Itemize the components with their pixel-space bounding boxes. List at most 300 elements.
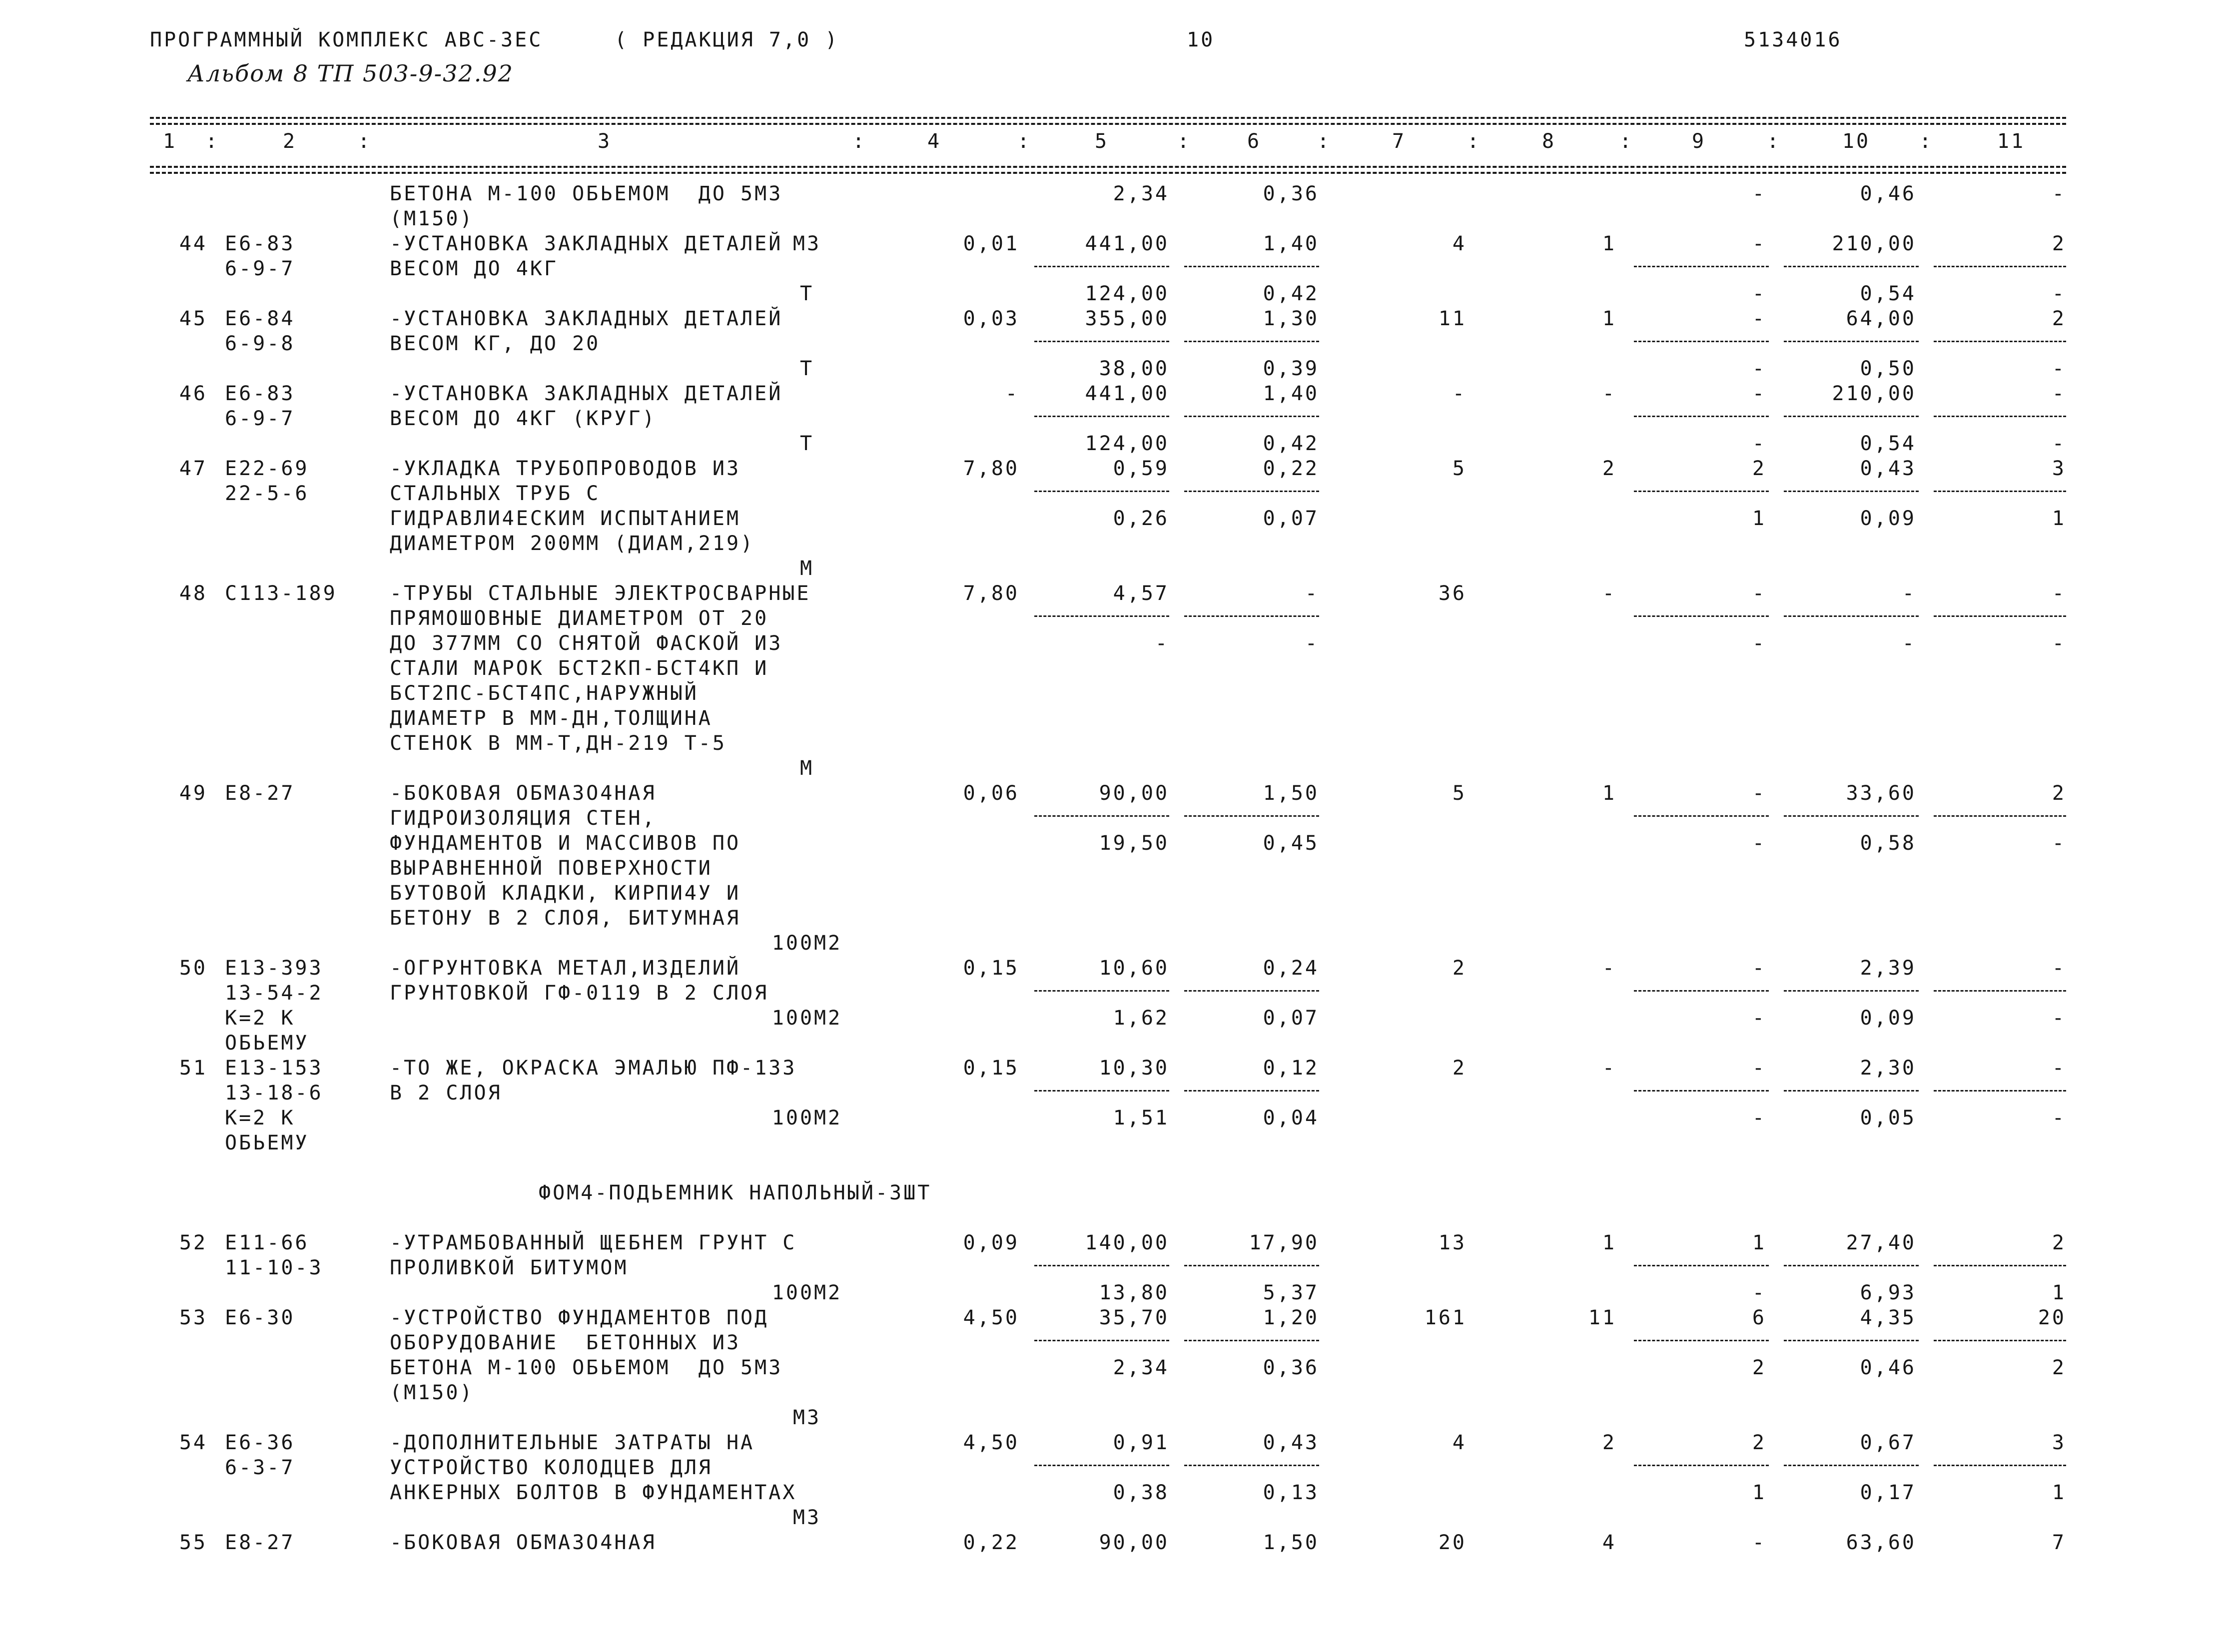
c11-footnote-value: - [2052,282,2066,305]
column-header-10: 10 [1842,130,1871,153]
c11-footnote-value: - [2052,832,2066,855]
c6-value: 0,43 [1263,1431,1319,1454]
col8-value: - [1602,1057,1616,1080]
column-separator: : [1619,130,1634,153]
rate-code: Е22-69 [225,457,309,480]
quantity-value: - [1005,382,1019,405]
c5-footnote-value: 124,00 [1085,432,1169,455]
col8-value: 2 [1602,457,1616,480]
header-rule-top [150,117,2066,119]
work-description: -УСТАНОВКА ЗАКЛАДНЫХ ДЕТАЛЕЙ [390,382,783,405]
rate-code: 6-9-7 [225,257,295,280]
col7-value: 2 [1452,957,1467,980]
work-description: -УСТАНОВКА ЗАКЛАДНЫХ ДЕТАЛЕЙ [390,232,783,255]
rate-code: Е6-83 [225,232,295,255]
c11-value: 3 [2052,1431,2066,1454]
c9-value: - [1752,182,1766,205]
work-description: БЕТОНА М-100 ОБЬЕМОМ ДО 5М3 [390,1356,783,1379]
rate-code: Е8-27 [225,1531,295,1554]
c9-footnote-value: - [1752,1281,1766,1304]
unit-label: М [799,757,814,780]
c9-value: - [1752,382,1766,405]
rate-code: 13-54-2 [225,982,323,1005]
c5-divider [1034,1090,1169,1092]
c10-value: 4,35 [1860,1306,1916,1329]
c6-footnote-value: - [1305,632,1319,655]
c5-footnote-value: - [1155,632,1169,655]
c5-divider [1034,416,1169,417]
work-description: УСТРОЙСТВО КОЛОДЦЕВ ДЛЯ [390,1456,713,1479]
c9-value: 6 [1752,1306,1766,1329]
c10-divider [1784,1265,1919,1266]
c11-divider [1934,1265,2066,1266]
work-description: ДИАМЕТР В ММ-ДН,ТОЛЩИНА [390,707,713,730]
col8-value: 2 [1602,1431,1616,1454]
rate-code: К=2 К [225,1106,295,1129]
work-description: ПРЯМОШОВНЫЕ ДИАМЕТРОМ ОТ 20 [390,607,769,630]
header-rule-bottom-2 [150,172,2066,174]
edition-label: ( РЕДАКЦИЯ 7,0 ) [615,28,839,51]
work-description: В 2 СЛОЯ [390,1082,502,1104]
unit-label: Т [799,357,814,380]
rate-code: Е6-30 [225,1306,295,1329]
c6-value: 1,30 [1263,307,1319,330]
c9-footnote-value: - [1752,432,1766,455]
rate-code: К=2 К [225,1007,295,1030]
c5-divider [1034,1265,1169,1266]
c9-value: - [1752,307,1766,330]
c10-value: - [1902,582,1916,605]
col7-value: 5 [1452,782,1467,805]
c6-footnote-value: 0,07 [1263,1007,1319,1030]
unit-label: Т [799,282,814,305]
program-title: ПРОГРАММНЫЙ КОМПЛЕКС АВС-ЗЕС [150,28,543,51]
rate-code: Е6-83 [225,382,295,405]
col8-value: 1 [1602,232,1616,255]
work-description: БЕТОНУ В 2 СЛОЯ, БИТУМНАЯ [390,907,741,930]
rate-code: ОБЬЕМУ [225,1032,309,1055]
document-code: 5134016 [1744,28,1842,51]
c6-footnote-value: 0,45 [1263,832,1319,855]
c9-divider [1634,990,1769,992]
c11-footnote-value: 2 [2052,1356,2066,1379]
work-description: ВЕСОМ КГ, ДО 20 [390,332,601,355]
c6-divider [1184,1265,1319,1266]
c5-divider [1034,1340,1169,1341]
col7-value: 161 [1424,1306,1467,1329]
work-description: ДО 377ММ СО СНЯТОЙ ФАСКОЙ ИЗ [390,632,783,655]
page-number: 10 [1187,28,1215,51]
c6-value: 0,36 [1263,182,1319,205]
col7-value: 2 [1452,1057,1467,1080]
c6-divider [1184,615,1319,617]
work-description: ВЕСОМ ДО 4КГ (КРУГ) [390,407,657,430]
c10-footnote-value: 0,17 [1860,1481,1916,1504]
work-description: ФУНДАМЕНТОВ И МАССИВОВ ПО [390,832,741,855]
c11-footnote-value: 1 [2052,1281,2066,1304]
col7-value: 13 [1438,1231,1467,1254]
c10-divider [1784,1340,1919,1341]
row-number: 54 [179,1431,207,1454]
row-number: 51 [179,1057,207,1080]
col8-value: 11 [1588,1306,1616,1329]
c6-value: - [1305,582,1319,605]
quantity-value: 0,01 [963,232,1019,255]
c10-divider [1784,615,1919,617]
section-heading: ФОМ4-ПОДЬЕМНИК НАПОЛЬНЫЙ-3ШТ [539,1181,932,1204]
unit-label: 100М2 [771,1007,842,1030]
column-header-11: 11 [1997,130,2026,153]
c6-value: 1,40 [1263,382,1319,405]
col8-value: 1 [1602,307,1616,330]
work-description: -УСТАНОВКА ЗАКЛАДНЫХ ДЕТАЛЕЙ [390,307,783,330]
c6-footnote-value: 0,39 [1263,357,1319,380]
rate-code: С113-189 [225,582,337,605]
column-separator: : [357,130,372,153]
rate-code: Е6-84 [225,307,295,330]
c5-divider [1034,266,1169,267]
c5-value: 35,70 [1099,1306,1169,1329]
c10-value: 63,60 [1846,1531,1916,1554]
c5-value: 4,57 [1113,582,1169,605]
rate-code: ОБЬЕМУ [225,1131,309,1154]
c6-divider [1184,990,1319,992]
c6-value: 1,50 [1263,1531,1319,1554]
col7-value: - [1452,382,1467,405]
row-number: 53 [179,1306,207,1329]
work-description: ГИДРОИЗОЛЯЦИЯ СТЕН, [390,807,657,830]
c10-footnote-value: 0,50 [1860,357,1916,380]
c5-value: 0,59 [1113,457,1169,480]
c11-divider [1934,341,2066,342]
col7-value: 5 [1452,457,1467,480]
rate-code: Е11-66 [225,1231,309,1254]
column-header-3: 3 [597,130,612,153]
unit-label: 100М2 [771,1281,842,1304]
c5-value: 140,00 [1085,1231,1169,1254]
row-number: 46 [179,382,207,405]
unit-label: 100М2 [771,932,842,955]
c9-value: - [1752,782,1766,805]
c11-footnote-value: 1 [2052,507,2066,530]
c5-footnote-value: 0,26 [1113,507,1169,530]
work-description: -ТРУБЫ СТАЛЬНЫЕ ЭЛЕКТРОСВАРНЫЕ [390,582,811,605]
c6-footnote-value: 0,42 [1263,432,1319,455]
work-description: СТАЛЬНЫХ ТРУБ С [390,482,601,505]
c9-divider [1634,615,1769,617]
c10-divider [1784,990,1919,992]
c6-value: 0,12 [1263,1057,1319,1080]
unit-label: М [799,557,814,580]
c10-divider [1784,1090,1919,1092]
c5-value: 2,34 [1113,182,1169,205]
c6-footnote-value: 0,07 [1263,507,1319,530]
c11-value: 2 [2052,782,2066,805]
c6-value: 0,24 [1263,957,1319,980]
rate-code: Е6-36 [225,1431,295,1454]
c9-value: 2 [1752,1431,1766,1454]
c5-footnote-value: 2,34 [1113,1356,1169,1379]
rate-code: 6-9-8 [225,332,295,355]
work-description: ГРУНТОВКОЙ ГФ-0119 В 2 СЛОЯ [390,982,769,1005]
c11-divider [1934,491,2066,492]
col8-value: - [1602,957,1616,980]
rate-code: Е13-153 [225,1057,323,1080]
c5-value: 90,00 [1099,1531,1169,1554]
c9-value: 1 [1752,1231,1766,1254]
column-header-8: 8 [1541,130,1556,153]
c9-divider [1634,1465,1769,1466]
column-separator: : [1017,130,1032,153]
work-description: БЕТОНА М-100 ОБЬЕМОМ ДО 5М3 [390,182,783,205]
c9-value: - [1752,957,1766,980]
c9-value: - [1752,582,1766,605]
header-rule-bottom [150,166,2066,168]
c6-value: 1,20 [1263,1306,1319,1329]
col8-value: 1 [1602,782,1616,805]
unit-label: М3 [792,232,821,255]
column-separator: : [205,130,220,153]
c11-divider [1934,266,2066,267]
c11-value: 3 [2052,457,2066,480]
c10-value: 27,40 [1846,1231,1916,1254]
c11-footnote-value: - [2052,432,2066,455]
unit-label: Т [799,432,814,455]
c6-footnote-value: 0,04 [1263,1106,1319,1129]
col8-value: 1 [1602,1231,1616,1254]
row-number: 50 [179,957,207,980]
c9-divider [1634,815,1769,817]
col7-value: 4 [1452,1431,1467,1454]
c6-divider [1184,341,1319,342]
work-description: -БОКОВАЯ ОБМАЗО4НАЯ [390,782,657,805]
work-description: (М150) [390,1381,474,1404]
c6-footnote-value: 0,13 [1263,1481,1319,1504]
work-description: СТЕНОК В ММ-Т,ДН-219 Т-5 [390,732,727,755]
c10-footnote-value: 0,46 [1860,1356,1916,1379]
work-description: ГИДРАВЛИ4ЕСКИМ ИСПЫТАНИЕМ [390,507,741,530]
unit-label: 100М2 [771,1106,842,1129]
c11-value: - [2052,582,2066,605]
c5-value: 10,60 [1099,957,1169,980]
c10-value: 2,39 [1860,957,1916,980]
c11-value: 2 [2052,1231,2066,1254]
c9-footnote-value: - [1752,1106,1766,1129]
c10-value: 210,00 [1832,382,1916,405]
work-description: АНКЕРНЫХ БОЛТОВ В ФУНДАМЕНТАХ [390,1481,797,1504]
rate-code: 22-5-6 [225,482,309,505]
rate-code: Е8-27 [225,782,295,805]
c6-divider [1184,1340,1319,1341]
header-rule-top-2 [150,123,2066,125]
c5-footnote-value: 19,50 [1099,832,1169,855]
work-description: ОБОРУДОВАНИЕ БЕТОННЫХ ИЗ [390,1331,741,1354]
row-number: 52 [179,1231,207,1254]
c9-footnote-value: - [1752,1007,1766,1030]
rate-code: 6-3-7 [225,1456,295,1479]
col7-value: 20 [1438,1531,1467,1554]
quantity-value: 0,06 [963,782,1019,805]
c11-value: 2 [2052,232,2066,255]
row-number: 45 [179,307,207,330]
c11-divider [1934,1465,2066,1466]
column-separator: : [1919,130,1934,153]
c6-footnote-value: 5,37 [1263,1281,1319,1304]
quantity-value: 0,15 [963,1057,1019,1080]
rate-code: 6-9-7 [225,407,295,430]
c11-divider [1934,416,2066,417]
c11-value: 2 [2052,307,2066,330]
quantity-value: 7,80 [963,582,1019,605]
c9-value: - [1752,232,1766,255]
col8-value: - [1602,382,1616,405]
work-description: -ОГРУНТОВКА МЕТАЛ,ИЗДЕЛИЙ [390,957,741,980]
column-header-1: 1 [162,130,177,153]
c6-divider [1184,815,1319,817]
c10-footnote-value: 0,54 [1860,432,1916,455]
c11-divider [1934,615,2066,617]
c10-footnote-value: - [1902,632,1916,655]
c10-value: 33,60 [1846,782,1916,805]
column-header-2: 2 [282,130,297,153]
c10-footnote-value: 0,09 [1860,1007,1916,1030]
c5-footnote-value: 124,00 [1085,282,1169,305]
c6-footnote-value: 0,36 [1263,1356,1319,1379]
col7-value: 4 [1452,232,1467,255]
c5-value: 90,00 [1099,782,1169,805]
work-description: БСТ2ПС-БСТ4ПС,НАРУЖНЫЙ [390,682,699,705]
c9-value: - [1752,1057,1766,1080]
column-separator: : [1317,130,1332,153]
c10-footnote-value: 0,05 [1860,1106,1916,1129]
c5-value: 441,00 [1085,382,1169,405]
c11-value: 7 [2052,1531,2066,1554]
c11-footnote-value: - [2052,1106,2066,1129]
work-description: ДИАМЕТРОМ 200ММ (ДИАМ,219) [390,532,755,555]
c6-divider [1184,491,1319,492]
rate-code: Е13-393 [225,957,323,980]
work-description: -УСТРОЙСТВО ФУНДАМЕНТОВ ПОД [390,1306,769,1329]
quantity-value: 4,50 [963,1306,1019,1329]
c9-value: - [1752,1531,1766,1554]
c9-divider [1634,1340,1769,1341]
c9-divider [1634,491,1769,492]
quantity-value: 7,80 [963,457,1019,480]
unit-label: М3 [792,1506,821,1529]
c6-divider [1184,266,1319,267]
c6-value: 17,90 [1249,1231,1319,1254]
column-header-6: 6 [1247,130,1262,153]
c10-divider [1784,815,1919,817]
c9-footnote-value: 1 [1752,507,1766,530]
c11-value: - [2052,182,2066,205]
c10-value: 64,00 [1846,307,1916,330]
c6-value: 1,40 [1263,232,1319,255]
work-description: (М150) [390,207,474,230]
c5-value: 10,30 [1099,1057,1169,1080]
work-description: -БОКОВАЯ ОБМАЗО4НАЯ [390,1531,657,1554]
column-separator: : [1467,130,1481,153]
c9-divider [1634,416,1769,417]
c5-divider [1034,815,1169,817]
row-number: 47 [179,457,207,480]
c5-value: 0,91 [1113,1431,1169,1454]
c9-value: 2 [1752,457,1766,480]
column-separator: : [1177,130,1192,153]
c11-divider [1934,1340,2066,1341]
work-description: БУТОВОЙ КЛАДКИ, КИРПИ4У И [390,882,741,905]
c5-divider [1034,990,1169,992]
c10-footnote-value: 0,54 [1860,282,1916,305]
c10-value: 0,67 [1860,1431,1916,1454]
unit-label: М3 [792,1406,821,1429]
c9-footnote-value: - [1752,832,1766,855]
c5-footnote-value: 0,38 [1113,1481,1169,1504]
c5-footnote-value: 38,00 [1099,357,1169,380]
c9-divider [1634,1265,1769,1266]
c11-value: - [2052,1057,2066,1080]
c5-divider [1034,491,1169,492]
quantity-value: 0,22 [963,1531,1019,1554]
c6-divider [1184,1090,1319,1092]
col7-value: 36 [1438,582,1467,605]
rate-code: 13-18-6 [225,1082,323,1104]
c10-footnote-value: 0,09 [1860,507,1916,530]
row-number: 48 [179,582,207,605]
c6-divider [1184,416,1319,417]
c5-divider [1034,341,1169,342]
c10-divider [1784,1465,1919,1466]
c5-footnote-value: 1,62 [1113,1007,1169,1030]
column-header-9: 9 [1691,130,1706,153]
column-separator: : [1766,130,1781,153]
c10-value: 2,30 [1860,1057,1916,1080]
c5-footnote-value: 13,80 [1099,1281,1169,1304]
c11-value: 20 [2038,1306,2066,1329]
c9-footnote-value: 2 [1752,1356,1766,1379]
column-header-4: 4 [927,130,942,153]
col8-value: 4 [1602,1531,1616,1554]
quantity-value: 0,09 [963,1231,1019,1254]
column-header-7: 7 [1392,130,1407,153]
c10-divider [1784,416,1919,417]
col8-value: - [1602,582,1616,605]
c10-divider [1784,341,1919,342]
c5-footnote-value: 1,51 [1113,1106,1169,1129]
quantity-value: 0,03 [963,307,1019,330]
c11-footnote-value: - [2052,1007,2066,1030]
c9-divider [1634,266,1769,267]
work-description: -УТРАМБОВАННЫЙ ЩЕБНЕМ ГРУНТ С [390,1231,797,1254]
c5-divider [1034,615,1169,617]
work-description: ВЕСОМ ДО 4КГ [390,257,558,280]
c11-value: - [2052,382,2066,405]
c11-footnote-value: - [2052,357,2066,380]
c6-value: 1,50 [1263,782,1319,805]
c10-value: 210,00 [1832,232,1916,255]
c10-divider [1784,266,1919,267]
c9-footnote-value: - [1752,632,1766,655]
c9-divider [1634,341,1769,342]
work-description: СТАЛИ МАРОК БСТ2КП-БСТ4КП И [390,657,769,680]
c10-value: 0,43 [1860,457,1916,480]
c11-divider [1934,815,2066,817]
row-number: 49 [179,782,207,805]
column-separator: : [852,130,867,153]
c11-footnote-value: - [2052,632,2066,655]
c9-footnote-value: - [1752,282,1766,305]
c9-footnote-value: 1 [1752,1481,1766,1504]
